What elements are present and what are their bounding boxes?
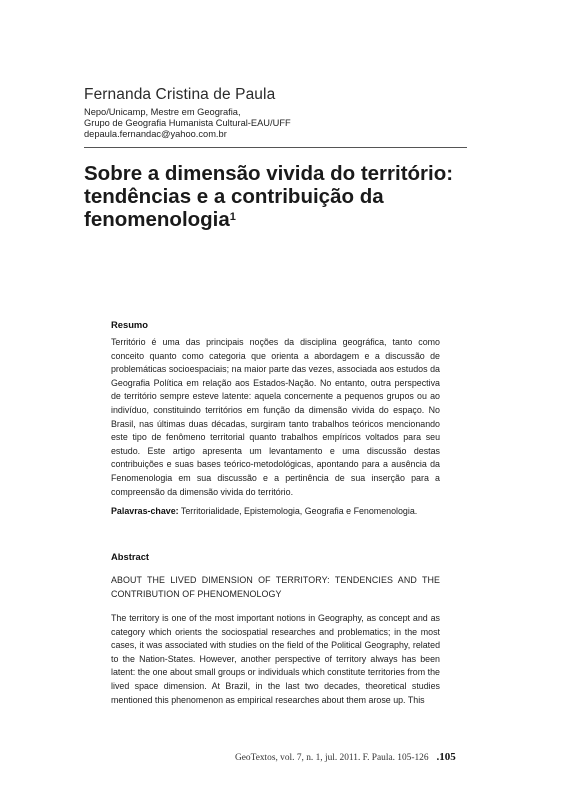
author-affiliation-group: Grupo de Geografia Humanista Cultural-EAU/UFF [84, 118, 291, 128]
article-title [84, 162, 464, 231]
author-affiliation-institution: Nepo/Unicamp, Mestre em Geografia, [84, 107, 241, 117]
page-number: .105 [436, 751, 456, 763]
abstract-english-title: ABOUT THE LIVED DIMENSION OF TERRITORY: TENDENCIES AND THE CONTRIBUTION OF PHENOMENOLOGY [111, 575, 440, 599]
page-footer [235, 751, 456, 763]
author-email: depaula.fernandac@yahoo.com.br [84, 129, 227, 139]
keywords-label: Palavras-chave: [111, 506, 179, 516]
abstract-text: The territory is one of the most important notions in Geography, as concept and as category which orients the sociospatial researches and problematics; in the most cases, it was associated with studies on the field of the Political Geography, related to the Nation-States. However, another perspective of territory always has been latent: the one about small groups or individuals which constitute territories from the lived space dimension. At Brazil, in the last two decades, theoretical studies mentioned this phenomenon as empirical researches about them arose up. This [111, 613, 440, 705]
author-name: Fernanda Cristina de Paula [84, 86, 276, 103]
article-title-text: Sobre a dimensão vivida do território: tendências e a contribuição da fenomenologia [84, 162, 454, 231]
keywords-value: Territorialidade, Epistemologia, Geografia e Fenomenologia. [180, 506, 418, 516]
resumo-text: Território é uma das principais noções da disciplina geográfica, tanto como conceito quanto como categoria que orienta a abordagem e a discussão de problemáticas socioespaciais; na maior parte das vezes, associada aos estudos da Geografia Política em relação aos Estados-Nação. No entanto, outra perspectiva de território sempre esteve latente: aquela concernente a pequenos grupos ou ao indivíduo, constituindo territórios em função da dimensão vivida do espaço. No Brasil, nas últimas duas décadas, surgiram tanto trabalhos teóricos mencionando este tipo de fenômeno territorial quanto trabalhos empíricos voltados para seu estudo. Este artigo apresenta um levantamento e uma discussão destas contribuições e suas bases teórico-metodológicas, apontando para a ausência da Fenomenologia em sua discussão e a pertinência de sua inserção para a compreensão da dimensão vivida do território. [111, 337, 440, 497]
footer-citation: GeoTextos, vol. 7, n. 1, jul. 2011. F. Paula. 105-126 [235, 753, 429, 763]
keywords-line [111, 505, 440, 519]
title-footnote-mark[interactable]: 1 [229, 211, 236, 223]
header-divider [84, 147, 467, 148]
abstract-heading: Abstract [111, 551, 150, 562]
resumo-heading: Resumo [111, 319, 148, 330]
